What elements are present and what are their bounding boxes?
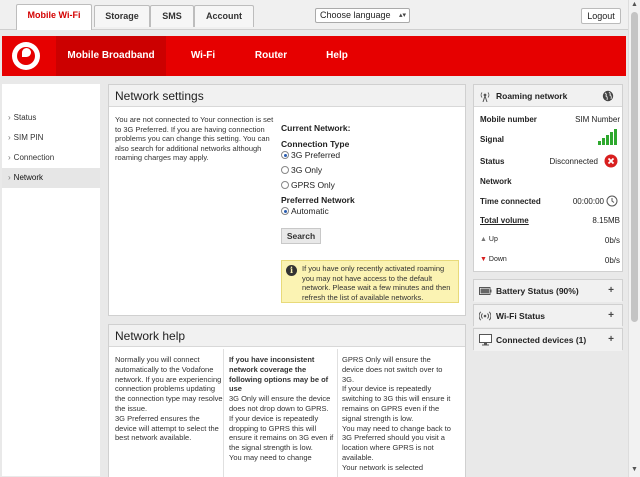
sidebar-item-label: Connection (13, 153, 55, 162)
language-select[interactable] (315, 8, 410, 23)
select-arrows-icon: ▴▾ (398, 12, 406, 19)
panel-title: Network help (109, 325, 465, 347)
status-value: Disconnected (549, 157, 598, 166)
radio-icon (281, 166, 289, 174)
help-column-1 (115, 355, 223, 443)
roaming-network-panel (473, 84, 623, 272)
wifi-icon (479, 310, 491, 322)
radio-3g-preferred[interactable] (281, 149, 461, 161)
battery-icon (479, 287, 492, 295)
mobile-number-row (480, 115, 620, 124)
signal-bar-5 (614, 129, 617, 145)
expand-plus-icon[interactable]: + (608, 310, 614, 321)
disconnected-icon (604, 154, 618, 168)
nav-wifi[interactable]: Wi-Fi (190, 50, 216, 61)
time-connected-row (480, 197, 620, 206)
top-strip (0, 0, 628, 30)
logo-quote-mark (22, 48, 31, 57)
scrollbar-thumb[interactable] (631, 12, 638, 322)
panel-title: Roaming network (496, 91, 568, 101)
column-divider (223, 349, 224, 477)
wifi-status-header[interactable] (474, 305, 622, 327)
wifi-status-panel[interactable] (473, 304, 623, 326)
current-network-label: Current Network: (281, 123, 351, 133)
total-volume-value: 8.15MB (592, 216, 620, 225)
connected-devices-header[interactable] (474, 329, 622, 351)
signal-bar-1 (598, 141, 601, 145)
sidebar-item-network[interactable] (2, 168, 100, 188)
radio-gprs-only[interactable] (281, 179, 461, 191)
signal-bar-2 (602, 138, 605, 145)
preferred-network-label: Preferred Network (281, 195, 355, 205)
tab-sms[interactable]: SMS (150, 5, 194, 27)
help-text: Normally you will connect automatically to the Vodafone network. If you are experiencing connection problems updating the connection type may resolve the issue. (115, 355, 223, 413)
help-text: You may need to change back to 3G Preferred should you visit a location where GPRS is not available. (342, 423, 451, 462)
logout-button[interactable]: Logout (581, 8, 621, 24)
tab-storage[interactable]: Storage (94, 5, 150, 27)
help-column-2 (229, 355, 335, 463)
network-form (281, 123, 461, 217)
tab-account[interactable]: Account (194, 5, 254, 27)
sidebar-item-connection[interactable] (2, 148, 100, 168)
search-button[interactable]: Search (281, 228, 321, 244)
time-connected-value: 00:00:00 (572, 197, 604, 206)
connection-type-label: Connection Type (281, 139, 350, 149)
down-row (480, 256, 620, 263)
connected-devices-panel[interactable] (473, 328, 623, 350)
status-label: Status (480, 157, 505, 166)
panel-title: Wi-Fi Status (496, 311, 546, 321)
panel-title: Network settings (109, 85, 465, 107)
radio-label: Automatic (291, 206, 329, 216)
battery-status-panel[interactable] (473, 279, 623, 301)
radio-icon (281, 181, 289, 189)
battery-status-header[interactable] (474, 280, 622, 302)
down-value: 0b/s (604, 256, 620, 265)
radio-selected-icon (281, 207, 289, 215)
nav-mobile-broadband[interactable]: Mobile Broadband (56, 36, 166, 76)
network-row (480, 177, 620, 186)
scroll-up-icon[interactable]: ▲ (631, 1, 638, 8)
down-label: Down (488, 256, 507, 263)
network-settings-panel (108, 84, 466, 316)
mobile-number-label: Mobile number (480, 115, 537, 124)
help-text: If your device is repeatedly dropping to GPRS this will ensure it remains on 3G even if the signal strength is low. (229, 413, 334, 453)
chevron-right-icon: › (8, 133, 11, 142)
help-text: You may need to change (229, 452, 312, 462)
up-value: 0b/s (604, 236, 620, 245)
column-divider (337, 349, 338, 477)
help-text-bold: If you have inconsistent network coverage the following options may be of use (229, 355, 329, 394)
window-scrollbar[interactable] (628, 0, 640, 477)
sidebar-item-sim-pin[interactable] (2, 128, 100, 148)
expand-plus-icon[interactable]: + (608, 334, 614, 345)
status-row (480, 157, 620, 166)
help-column-3 (342, 355, 452, 473)
network-label: Network (480, 177, 512, 186)
signal-row (480, 135, 620, 147)
chevron-right-icon: › (8, 153, 11, 162)
language-select-label: Choose language (320, 10, 391, 20)
tab-mobile-wifi[interactable]: Mobile Wi-Fi (16, 4, 92, 30)
network-help-panel (108, 324, 466, 477)
total-volume-row (480, 216, 620, 225)
sidebar-item-status[interactable] (2, 108, 100, 128)
roaming-network-header[interactable] (474, 85, 622, 107)
antenna-icon (479, 90, 491, 102)
sidebar-item-label: SIM PIN (13, 133, 44, 142)
help-text: Your network is selected (342, 462, 424, 472)
radio-label: GPRS Only (291, 180, 335, 190)
up-arrow-icon: ▲ (480, 236, 487, 243)
chevron-right-icon: › (8, 113, 11, 122)
time-connected-label: Time connected (480, 197, 541, 206)
globe-icon (602, 90, 614, 102)
total-volume-label[interactable]: Total volume (480, 216, 529, 225)
mobile-number-value: SIM Number (575, 115, 620, 124)
radio-automatic[interactable] (281, 205, 461, 217)
radio-label: 3G Only (291, 165, 323, 175)
help-text: If your device is repeatedly switching to 3G this will ensure it remains on GPRS even if the signal strength is low. (342, 384, 451, 423)
signal-bar-4 (610, 132, 613, 145)
sidebar (2, 84, 100, 476)
monitor-icon (479, 334, 492, 346)
radio-label: 3G Preferred (291, 150, 341, 160)
signal-bars-icon (598, 129, 618, 145)
signal-bar-3 (606, 135, 609, 145)
scroll-down-icon[interactable]: ▼ (631, 466, 638, 473)
vodafone-logo-icon[interactable] (12, 42, 40, 70)
nav-router[interactable]: Router (254, 50, 288, 61)
up-label: Up (488, 236, 498, 243)
signal-label: Signal (480, 135, 505, 144)
sidebar-item-label: Network (13, 173, 44, 182)
radio-3g-only[interactable] (281, 164, 461, 176)
sidebar-item-label: Status (13, 113, 37, 122)
info-text: If you have only recently activated roaming you may not have access to the default network. Please wait a few minutes and then refresh the list of available networks. (302, 264, 451, 302)
help-text: 3G Preferred ensures the device will attempt to select the best network available. (115, 413, 219, 443)
main-nav (2, 36, 626, 76)
info-icon: i (286, 265, 297, 276)
panel-title: Connected devices (1) (496, 335, 587, 345)
help-text: GPRS Only will ensure the device does not switch over to 3G. (342, 355, 443, 384)
panel-title: Battery Status (90%) (496, 286, 579, 296)
clock-icon (606, 195, 618, 207)
network-settings-intro: You are not connected to Your connection is set to 3G Preferred. If you are having connection problems you can change this setting. You can also search for additional networks although roaming charges may apply. (115, 115, 274, 162)
nav-help[interactable]: Help (326, 50, 348, 61)
down-arrow-icon: ▼ (480, 256, 487, 263)
up-row (480, 236, 620, 243)
info-box (281, 260, 459, 303)
help-text: 3G Only will ensure the device does not drop down to GPRS. (229, 394, 331, 413)
radio-selected-icon (281, 151, 289, 159)
chevron-right-icon: › (8, 173, 11, 182)
expand-plus-icon[interactable]: + (608, 285, 614, 296)
